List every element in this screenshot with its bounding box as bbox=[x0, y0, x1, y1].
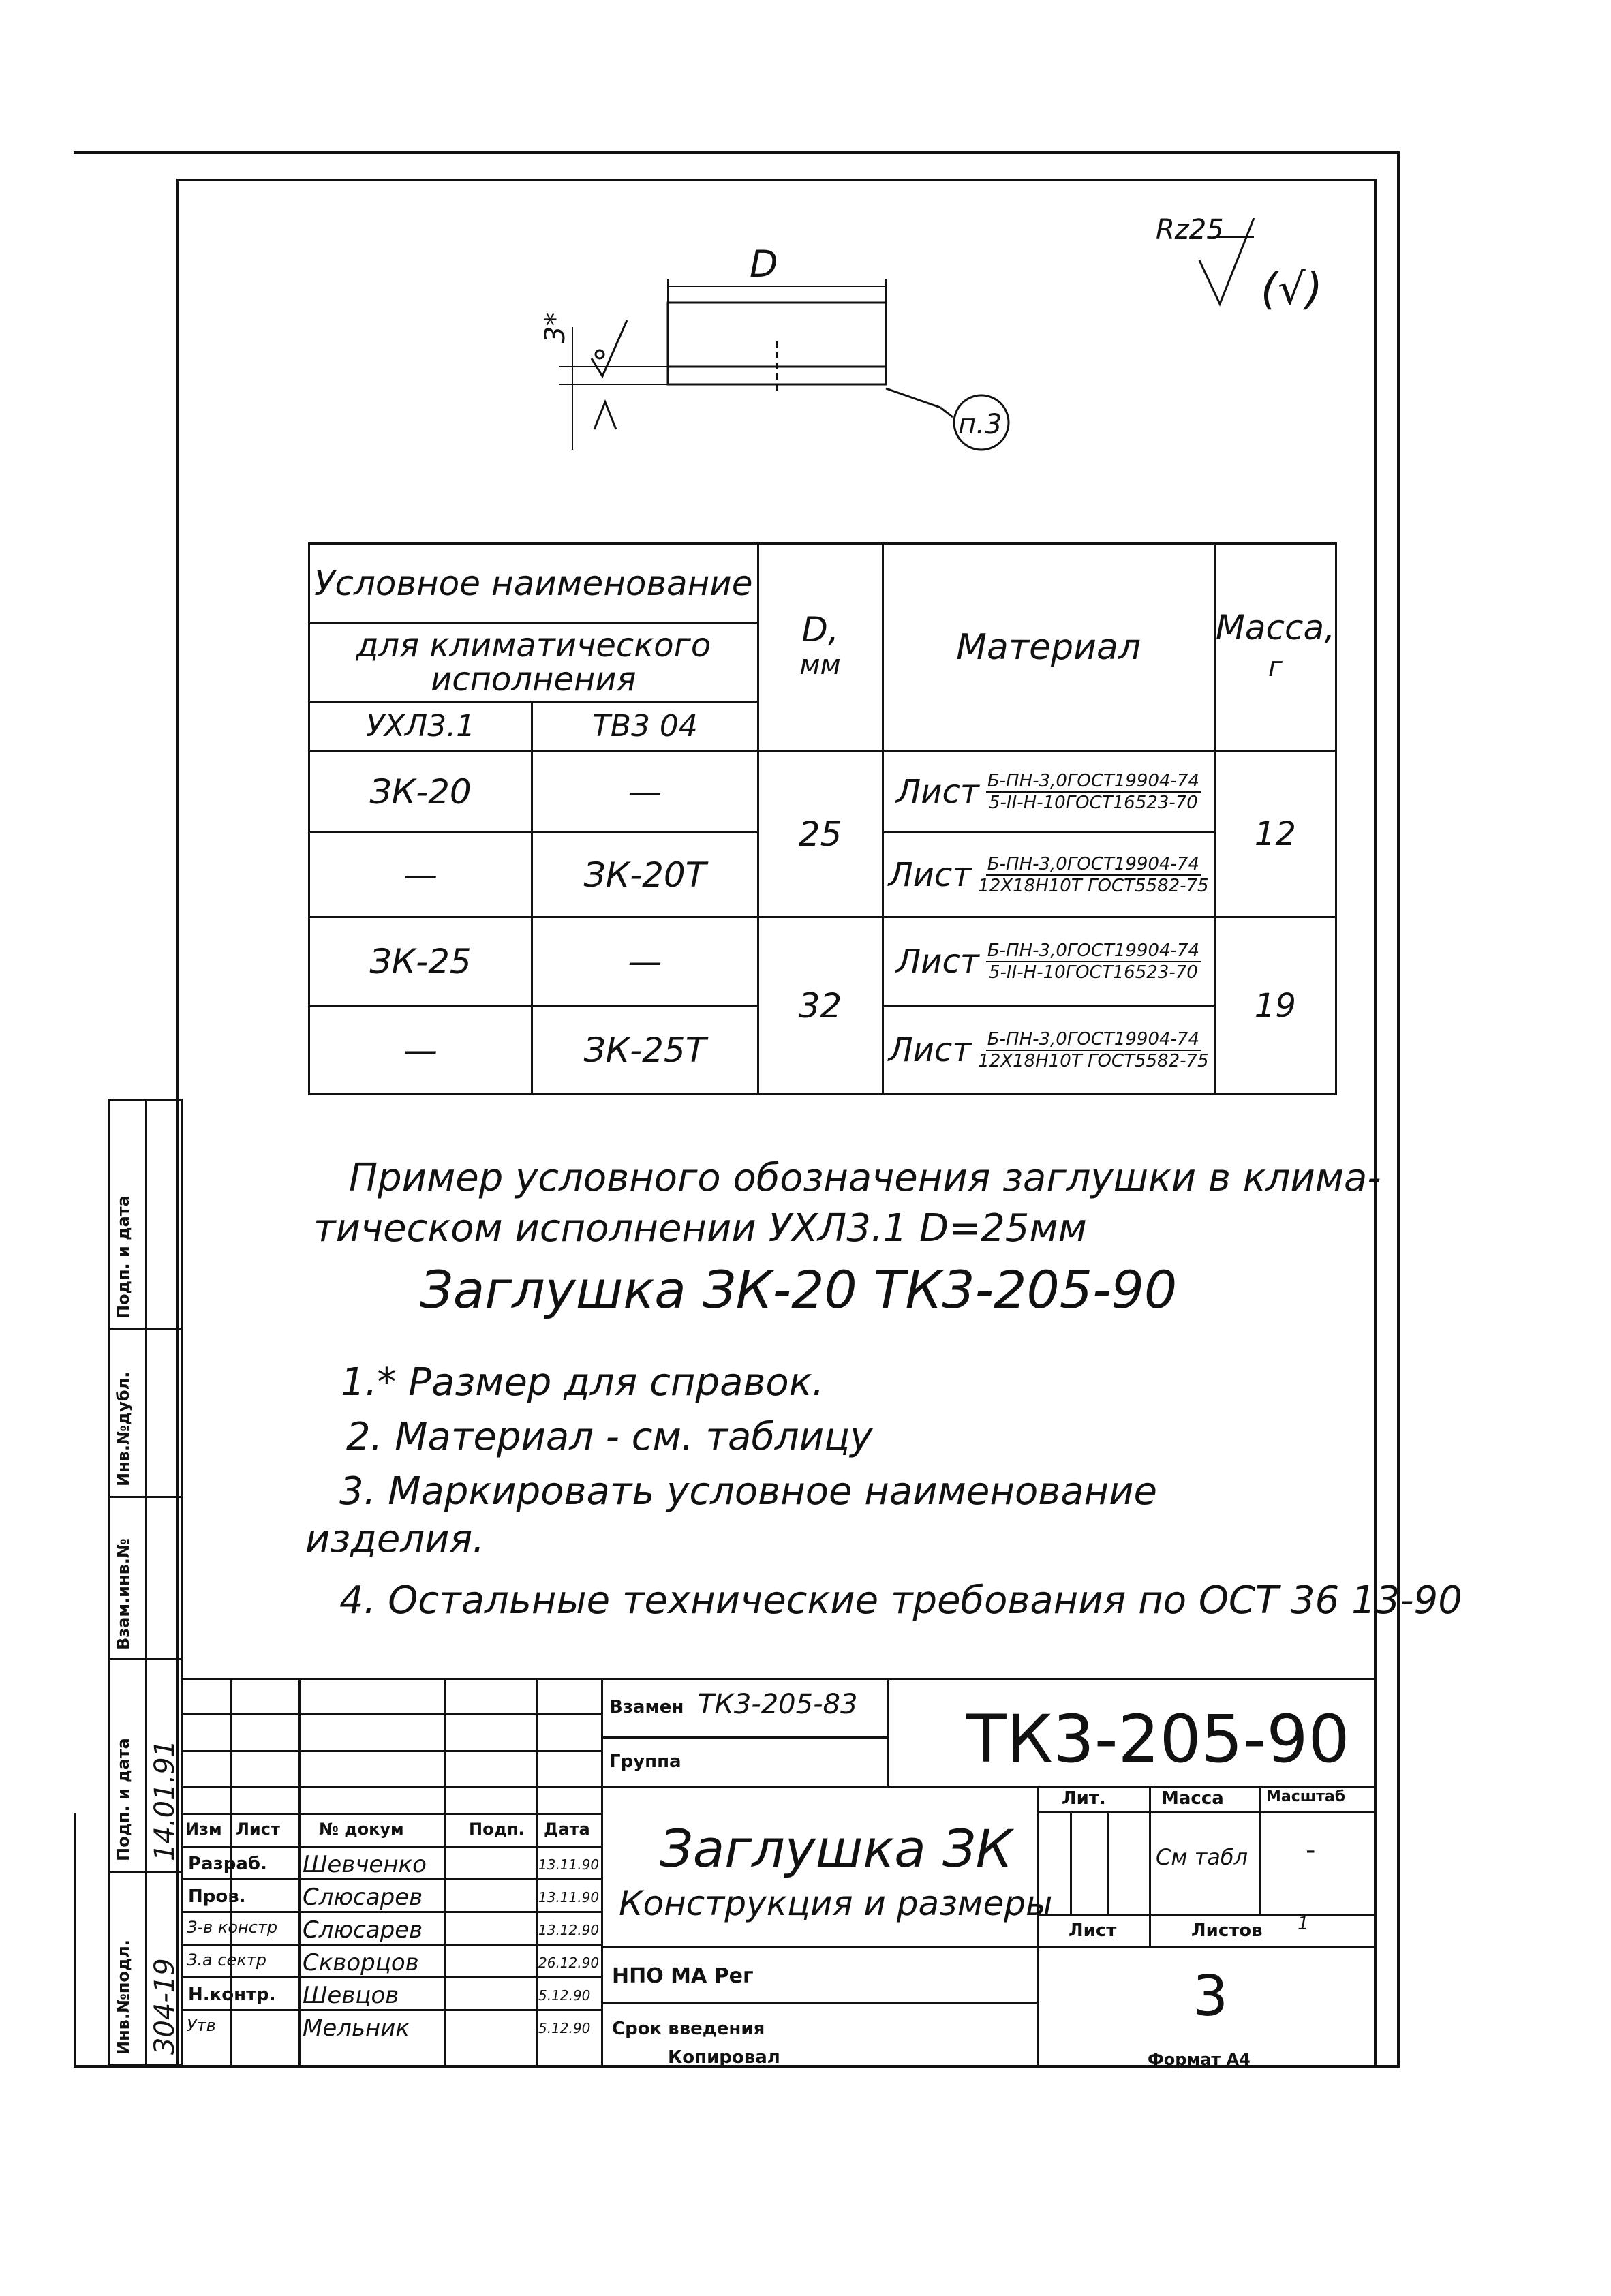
header-mass-unit: г bbox=[1268, 651, 1283, 683]
row-3-mat-top: Б-ПН-3,0ГОСТ19904-74 bbox=[987, 1028, 1200, 1050]
tb-right-v1 bbox=[1037, 1786, 1039, 2068]
sheet-number: 3 bbox=[1193, 1964, 1229, 2029]
note-1: 1.* Размер для справок. bbox=[341, 1360, 825, 1405]
sheets-label: Листов bbox=[1191, 1920, 1263, 1941]
tb-mid-h1 bbox=[601, 1736, 887, 1739]
format-label: Формат А4 bbox=[1148, 2050, 1251, 2069]
role-0: Разраб. bbox=[188, 1854, 267, 1874]
side-divider-1 bbox=[110, 1328, 181, 1330]
side-label-2: Инв.№дубл. bbox=[114, 1371, 133, 1486]
role-1-name: Слюсарев bbox=[303, 1884, 423, 1911]
part-drawing bbox=[532, 218, 1377, 477]
row-1-mat-word: Лист bbox=[888, 855, 972, 894]
frame-top bbox=[176, 179, 1377, 181]
srok-label: Срок введения bbox=[612, 2019, 765, 2039]
head-podp: Подп. bbox=[469, 1820, 525, 1839]
header-mass-label: Масса, bbox=[1215, 607, 1335, 647]
header-mass bbox=[1214, 544, 1336, 751]
tb-right-v2 bbox=[1149, 1786, 1151, 1948]
role-5-name: Мельник bbox=[303, 2015, 410, 2042]
group-label: Группа bbox=[609, 1751, 681, 1772]
role-3-date: 26.12.90 bbox=[538, 1955, 600, 1971]
zamen-value: ТК3-205-83 bbox=[698, 1689, 858, 1720]
zamen-label: Взамен bbox=[609, 1697, 684, 1717]
row-0-uhl: ЗК-20 bbox=[309, 751, 532, 833]
row-1-mat-top: Б-ПН-3,0ГОСТ19904-74 bbox=[987, 853, 1200, 874]
role-4: Н.контр. bbox=[188, 1985, 276, 2005]
side-inv-date: 14.01.91 bbox=[149, 1739, 181, 1861]
tb-hline-5 bbox=[183, 1846, 601, 1848]
header-d bbox=[758, 544, 883, 751]
tb-hline-3 bbox=[183, 1786, 601, 1788]
role-3: З.а сектр bbox=[187, 1950, 267, 1970]
row-2-mat-bottom: 5-II-Н-10ГОСТ16523-70 bbox=[989, 962, 1198, 983]
role-4-date: 5.12.90 bbox=[538, 1987, 591, 2004]
roughness-other-label: (√) bbox=[1261, 264, 1323, 315]
row-1-uhl: — bbox=[309, 833, 532, 917]
top-rule bbox=[74, 151, 1400, 154]
row-3-uhl: — bbox=[309, 1006, 532, 1095]
d-value-0: 25 bbox=[758, 751, 883, 917]
role-4-name: Шевцов bbox=[303, 1982, 399, 2009]
tb-hline-9 bbox=[183, 1976, 601, 1978]
note-2: 2. Материал - см. таблицу bbox=[346, 1415, 873, 1459]
tb-hline-4 bbox=[183, 1813, 601, 1815]
header-uhl: УХЛ3.1 bbox=[309, 702, 532, 751]
role-1: Пров. bbox=[188, 1886, 246, 1907]
role-5: Утв bbox=[187, 2016, 216, 2035]
side-label-1: Подп. и дата bbox=[114, 1195, 133, 1319]
scale-value: - bbox=[1306, 1835, 1316, 1866]
doc-subtitle: Конструкция и размеры bbox=[619, 1884, 1053, 1923]
doc-code: ТК3-205-90 bbox=[966, 1701, 1350, 1777]
scale-label: Масштаб bbox=[1266, 1788, 1346, 1805]
d-value-1: 32 bbox=[758, 917, 883, 1095]
head-list: Лист bbox=[236, 1820, 280, 1839]
row-3-material bbox=[883, 1006, 1214, 1095]
row-1-mat-bottom: 12Х18Н10Т ГОСТ5582-75 bbox=[978, 875, 1209, 896]
row-0-tv: — bbox=[532, 751, 758, 833]
header-climate: для климатического исполнения bbox=[309, 623, 758, 702]
header-d-unit: мм bbox=[799, 649, 841, 681]
right-rule bbox=[1397, 151, 1400, 2066]
row-2-tv: — bbox=[532, 917, 758, 1006]
side-strip bbox=[108, 1099, 183, 2066]
tb-hline-10 bbox=[183, 2009, 601, 2011]
tb-right-v3 bbox=[1259, 1786, 1261, 1914]
tb-mid-h3 bbox=[601, 1946, 1377, 1948]
spec-table bbox=[308, 542, 1337, 1095]
role-2-date: 13.12.90 bbox=[538, 1922, 600, 1938]
role-2: З-в констр bbox=[187, 1918, 278, 1937]
role-5-date: 5.12.90 bbox=[538, 2020, 591, 2036]
row-1-material bbox=[883, 833, 1214, 917]
header-d-label: D, bbox=[801, 609, 839, 649]
tb-right-h1 bbox=[1037, 1811, 1377, 1813]
tb-lit-v1 bbox=[1070, 1811, 1072, 1914]
sheets-value: 1 bbox=[1298, 1914, 1309, 1934]
tb-hline-1 bbox=[183, 1713, 601, 1715]
header-material: Материал bbox=[883, 544, 1214, 751]
header-name: Условное наименование bbox=[309, 544, 758, 623]
mass-value-0: 12 bbox=[1214, 751, 1336, 917]
lit-label: Лит. bbox=[1062, 1788, 1106, 1809]
header-tv: ТВ3 04 bbox=[532, 702, 758, 751]
row-2-material bbox=[883, 917, 1214, 1006]
side-divider-col bbox=[145, 1101, 147, 2064]
copied-label: Копировал bbox=[668, 2047, 780, 2068]
side-label-3: Взам.инв.№ bbox=[114, 1538, 133, 1650]
roughness-label: Rz25 bbox=[1156, 218, 1224, 245]
dim-d-label: D bbox=[750, 243, 778, 286]
row-2-mat-word: Лист bbox=[896, 942, 979, 981]
org-name: НПО МА Рег bbox=[612, 1964, 754, 1988]
callout-label: п.3 bbox=[958, 409, 1002, 440]
side-divider-4 bbox=[110, 1871, 181, 1873]
role-0-name: Шевченко bbox=[303, 1851, 427, 1878]
head-izm: Изм bbox=[185, 1820, 222, 1839]
role-1-date: 13.11.90 bbox=[538, 1889, 600, 1905]
side-label-4: Подп. и дата bbox=[114, 1738, 133, 1861]
mass-value-1: 19 bbox=[1214, 917, 1336, 1095]
row-0-mat-top: Б-ПН-3,0ГОСТ19904-74 bbox=[987, 770, 1200, 791]
head-doc: № докум bbox=[319, 1820, 404, 1839]
row-3-mat-word: Лист bbox=[888, 1030, 972, 1069]
sheet-label: Лист bbox=[1069, 1920, 1117, 1941]
row-0-material bbox=[883, 751, 1214, 833]
side-divider-3 bbox=[110, 1658, 181, 1660]
row-0-mat-bottom: 5-II-Н-10ГОСТ16523-70 bbox=[989, 792, 1198, 813]
tb-code-v bbox=[887, 1678, 889, 1786]
tb-mid-h4 bbox=[601, 2002, 1037, 2004]
tb-hline-8 bbox=[183, 1944, 601, 1946]
example-line-1: Пример условного обозначения заглушки в клима- bbox=[349, 1156, 1381, 1200]
left-rule bbox=[74, 1813, 76, 2066]
doc-title: Заглушка ЗК bbox=[660, 1818, 1013, 1879]
example-line-2: тическом исполнении УХЛ3.1 D=25мм bbox=[313, 1206, 1087, 1251]
title-block bbox=[183, 1678, 1377, 2068]
mass-label: Масса bbox=[1161, 1788, 1224, 1809]
row-3-mat-bottom: 12Х18Н10Т ГОСТ5582-75 bbox=[978, 1050, 1209, 1071]
tb-hline-2 bbox=[183, 1750, 601, 1752]
role-0-date: 13.11.90 bbox=[538, 1856, 600, 1873]
mass-value: См табл bbox=[1156, 1844, 1248, 1870]
note-3b: изделия. bbox=[305, 1517, 485, 1561]
row-1-tv: ЗК-20Т bbox=[532, 833, 758, 917]
head-date: Дата bbox=[544, 1820, 590, 1839]
tb-right-h2 bbox=[1037, 1914, 1377, 1916]
tb-lit-v2 bbox=[1107, 1811, 1109, 1914]
side-label-5: Инв.№подл. bbox=[114, 1940, 133, 2055]
note-4: 4. Остальные технические требования по ОСТ 36 13-90 bbox=[339, 1578, 1462, 1623]
tb-hline-6 bbox=[183, 1878, 601, 1880]
side-divider-2 bbox=[110, 1496, 181, 1498]
role-3-name: Скворцов bbox=[303, 1949, 419, 1976]
tb-hline-7 bbox=[183, 1911, 601, 1913]
designation: Заглушка ЗК-20 ТК3-205-90 bbox=[420, 1259, 1178, 1320]
dim-thickness-label: 3* bbox=[540, 312, 571, 343]
row-3-tv: ЗК-25Т bbox=[532, 1006, 758, 1095]
row-2-uhl: ЗК-25 bbox=[309, 917, 532, 1006]
role-2-name: Слюсарев bbox=[303, 1916, 423, 1944]
side-inv-number: 304-19 bbox=[149, 1958, 181, 2055]
row-0-mat-word: Лист bbox=[896, 772, 979, 811]
note-3a: 3. Маркировать условное наименование bbox=[339, 1469, 1157, 1514]
tb-top bbox=[183, 1678, 1377, 1680]
row-2-mat-top: Б-ПН-3,0ГОСТ19904-74 bbox=[987, 940, 1200, 961]
